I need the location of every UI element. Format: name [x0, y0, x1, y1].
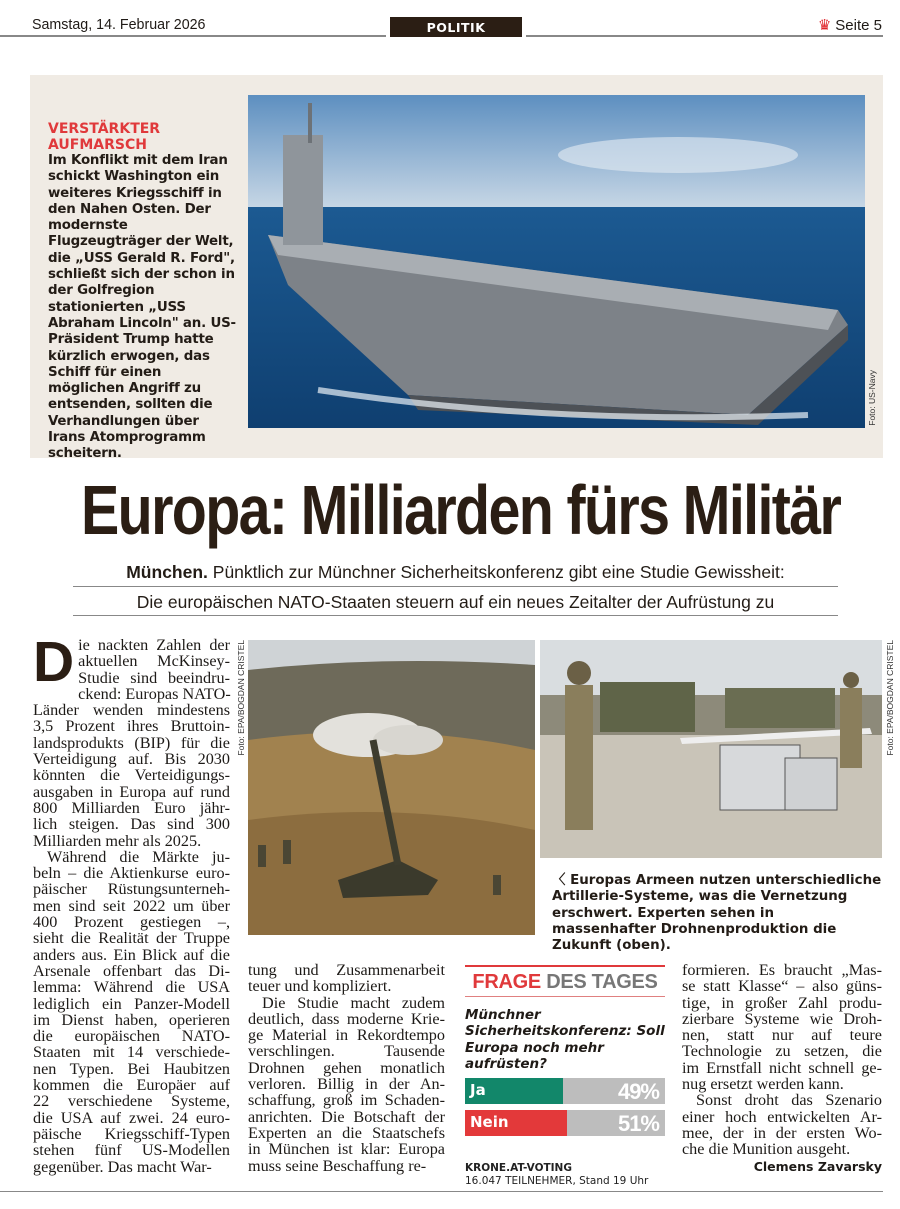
text-line: verloren. Billig in der An- [248, 1075, 445, 1094]
text-line: schaffung, groß im Schaden- [248, 1091, 445, 1110]
text-line: che die Munition ausgeht. [682, 1140, 851, 1159]
poll-option-ja [465, 1078, 665, 1104]
text-line: einer hoch entwickelten Ar- [682, 1107, 882, 1126]
arrow-left-circle-icon: 〈 [552, 873, 566, 888]
text-line: ckend: Europas NATO- [78, 684, 231, 703]
caption-text: Europas Armeen nutzen unterschiedliche Artillerie-Systeme, was die Vernetzung erschwert. Experten sehen in massenhafter Drohnenproduktion die Zukunft (oben). [552, 873, 882, 954]
text-line: päische Kriegsschiff-Typen [33, 1124, 230, 1143]
text-line: in München ist klar: Europa [248, 1140, 445, 1159]
article-column-3 [682, 962, 882, 1175]
header-rule [526, 35, 883, 37]
text-line: men sind seit 2022 um über [33, 896, 230, 915]
text-line: nen, statt nur auf teure [682, 1026, 882, 1045]
subhead-rule [73, 615, 838, 616]
text-line: Staaten mit 14 verschiede- [33, 1043, 230, 1062]
text-line: nen Typen. Bei Haubitzen [33, 1059, 230, 1078]
photo-credit: Foto: EPA/BOGDAN CRISTEL [885, 640, 895, 756]
drop-cap: D [33, 630, 75, 694]
text-line: zierbare Systeme wie Droh- [682, 1009, 882, 1028]
text-line: stehen fünf US-Modellen [33, 1141, 230, 1160]
aircraft-carrier-photo [248, 95, 865, 428]
info-box-title: VERSTÄRKTER AUFMARSCH [48, 121, 161, 153]
text-line: 800 Milliarden Euro jähr- [33, 798, 230, 817]
text-line: im Dienst haben, operieren [33, 1010, 230, 1029]
poll-widget [465, 965, 665, 1188]
text-line: Während die Märkte ju- [47, 847, 230, 866]
text-line: 3,5 Prozent ihres Bruttoin- [33, 717, 230, 736]
artillery-photo [248, 640, 535, 935]
subhead-text: Pünktlich zur Münchner Sicherheitskonferenz gibt eine Studie Gewissheit: [212, 562, 785, 582]
text-line: Sonst droht das Szenario [696, 1091, 882, 1110]
dateline: München. [126, 562, 208, 582]
poll-option-label: Nein [470, 1113, 509, 1132]
poll-participants: 16.047 TEILNEHMER, Stand 19 Uhr [465, 1175, 649, 1188]
text-line: muss seine Beschaffung re- [248, 1156, 427, 1175]
text-line: Arsenale offenbart das Di- [33, 961, 230, 980]
crown-icon: ♛ [817, 17, 832, 34]
text-line: landsprodukts (BIP) für die [33, 733, 230, 752]
subhead-rule [73, 586, 838, 587]
issue-date: Samstag, 14. Februar 2026 [32, 16, 206, 33]
poll-title-grey: DES TAGES [546, 971, 658, 993]
photo-caption [552, 873, 882, 954]
text-line: kommen die Europäer auf [33, 1076, 230, 1095]
text-line: ge Material in Rekordtempo [248, 1026, 445, 1045]
text-line: Verteidigung auf. Bis 2030 [33, 750, 230, 769]
text-line: im Ernstfall nicht schnell ge- [682, 1058, 882, 1077]
text-line: sieht die Realität der Truppe [33, 929, 230, 948]
poll-rule [465, 996, 665, 997]
text-line: nug ersetzt werden kann. [682, 1075, 844, 1094]
text-line: gegenüber. Das macht War- [33, 1157, 212, 1176]
article-column-1 [33, 630, 231, 1176]
text-line: die europäischen NATO- [33, 1027, 230, 1046]
text-line: Die Studie macht zudem [262, 993, 445, 1012]
header-rule [0, 35, 386, 37]
text-line: lediglich ein Panzer-Modell [33, 994, 230, 1013]
text-line: Technologie zu setzen, die [682, 1042, 882, 1061]
text-line: verschlingen. Tausende [248, 1042, 445, 1061]
page-bottom-rule [0, 1191, 883, 1192]
text-line: lich steigen. Das sind 300 [33, 815, 230, 834]
poll-title-red: FRAGE [472, 971, 541, 993]
text-line: Milliarden mehr als 2025. [33, 831, 202, 850]
text-line: aktuellen McKinsey- [78, 652, 230, 671]
poll-option-percent: 49% [617, 1079, 659, 1105]
text-line: anrichten. Die Botschaft der [248, 1107, 445, 1126]
poll-title [465, 967, 665, 996]
subhead-line-2: Die europäischen NATO-Staaten steuern auf ein neues Zeitalter der Aufrüstung zu [136, 592, 775, 612]
text-line: beln – die Aktienkurse euro- [33, 864, 230, 883]
text-line: Experten an die Staatschefs [248, 1123, 445, 1142]
text-line: tige, in großer Zahl produ- [682, 993, 882, 1012]
text-line: Länder wenden mindestens [33, 701, 230, 720]
text-line: päischer Rüstungsunterneh- [33, 880, 230, 899]
text-line: ausgaben in Europa auf rund [33, 782, 230, 801]
drone-photo [540, 640, 882, 858]
text-line: Drohnen gehen monatlich [248, 1058, 445, 1077]
text-line: die USA auf zwei. 24 euro- [33, 1108, 230, 1127]
text-line: formieren. Es braucht „Mas- [682, 961, 882, 979]
photo-credit: Foto: EPA/BOGDAN CRISTEL [236, 640, 246, 756]
article-column-2 [248, 962, 445, 1174]
poll-source [465, 1162, 665, 1188]
section-label: POLITIK [390, 17, 522, 37]
text-line: mee, der in der ersten Wo- [682, 1123, 882, 1142]
page-number [818, 16, 882, 34]
headline: Europa: Milliarden fürs Militär [81, 471, 841, 549]
page-label: Seite 5 [835, 17, 882, 34]
text-line: könnten die Verteidigungs- [33, 766, 230, 785]
text-line: tung und Zusammenarbeit [248, 961, 445, 979]
subhead-line-1 [73, 562, 838, 583]
poll-option-nein [465, 1110, 665, 1136]
text-line: 400 Prozent gestiegen –, [33, 913, 230, 932]
author-byline: Clemens Zavarsky [753, 1158, 882, 1174]
info-box-text: Im Konflikt mit dem Iran schickt Washington ein weiteres Kriegsschiff in den Nahen Osten. Der modernste Flugzeugträger der Welt, die „USS Gerald R. Ford", schließt sich der schon in der Golfregion stationierten „USS Abraham Lincoln" an. US-Präsident Trump hatte kürzlich erwogen, das Schiff für einen möglichen Angriff zu entsenden, sollten die Verhandlungen über Irans Atomprogramm scheitern. [48, 153, 236, 462]
text-line: 22 verschiedene Systeme, [33, 1092, 230, 1111]
text-line: lemma: Während die USA [33, 978, 230, 997]
poll-source-label: KRONE.AT-VOTING [465, 1162, 572, 1175]
poll-question: Münchner Sicherheitskonferenz: Soll Europa noch mehr aufrüsten? [465, 1007, 665, 1072]
poll-option-label: Ja [470, 1081, 486, 1100]
text-line: ie nackten Zahlen der [78, 636, 230, 654]
text-line: se statt Klasse“ – also güns- [682, 977, 882, 996]
text-line: teuer und kompliziert. [248, 977, 392, 996]
poll-option-percent: 51% [617, 1111, 659, 1137]
text-line: anders aus. Ein Blick auf die [33, 945, 230, 964]
text-line: deutlich, dass moderne Krie- [248, 1009, 445, 1028]
text-line: Studie sind beeindru- [78, 668, 230, 687]
photo-credit: Foto: US-Navy [867, 370, 877, 426]
